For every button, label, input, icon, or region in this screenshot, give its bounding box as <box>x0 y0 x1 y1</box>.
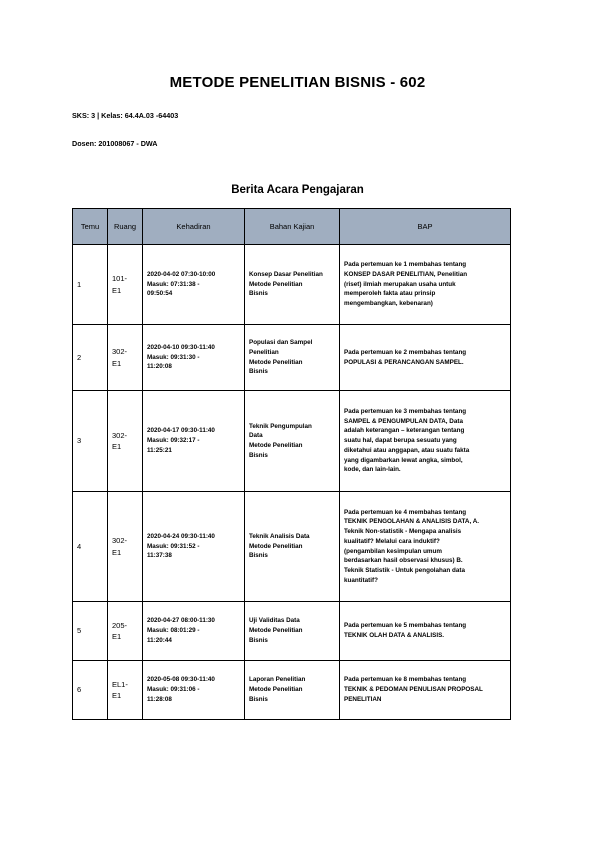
cell-bahan-kajian: Uji Validitas Data Metode Penelitian Bisnis <box>245 602 340 661</box>
cell-temu: 6 <box>73 661 108 720</box>
cell-ruang: 205- E1 <box>108 602 143 661</box>
cell-bahan-kajian: Laporan Penelitian Metode Penelitian Bisnis <box>245 661 340 720</box>
cell-kehadiran: 2020-04-02 07:30-10:00 Masuk: 07:31:38 - 09:50:54 <box>143 245 245 325</box>
table-row <box>73 325 511 391</box>
table-row <box>73 602 511 661</box>
cell-bap: Pada pertemuan ke 3 membahas tentang SAMPEL & PENGUMPULAN DATA, Data adalah keterangan – keterangan tentang suatu hal, dapat berupa sesuatu yang diketahui atau anggapan, atau suatu fakta yang digambarkan lewat angka, simbol, kode, dan lain-lain. <box>340 391 511 492</box>
section-title: Berita Acara Pengajaran <box>231 184 364 196</box>
cell-kehadiran: 2020-04-24 09:30-11:40 Masuk: 09:31:52 - 11:37:38 <box>143 492 245 602</box>
table-row <box>73 245 511 325</box>
cell-kehadiran: 2020-04-27 08:00-11:30 Masuk: 08:01:29 - 11:20:44 <box>143 602 245 661</box>
cell-temu: 3 <box>73 391 108 492</box>
cell-bap: Pada pertemuan ke 1 membahas tentang KONSEP DASAR PENELITIAN, Penelitian (riset) ilmiah merupakan usaha untuk memperoleh fakta atau prinsip mengembangkan, kebenaran) <box>340 245 511 325</box>
cell-bahan-kajian: Teknik Analisis Data Metode Penelitian Bisnis <box>245 492 340 602</box>
cell-temu: 2 <box>73 325 108 391</box>
cell-ruang: 302- E1 <box>108 325 143 391</box>
table-row <box>73 391 511 492</box>
teaching-log-table <box>72 208 511 720</box>
cell-temu: 4 <box>73 492 108 602</box>
cell-bahan-kajian: Teknik Pengumpulan Data Metode Penelitian Bisnis <box>245 391 340 492</box>
header-ruang: Ruang <box>108 209 143 245</box>
table-row <box>73 661 511 720</box>
header-kehadiran: Kehadiran <box>143 209 245 245</box>
cell-bahan-kajian: Populasi dan Sampel Penelitian Metode Penelitian Bisnis <box>245 325 340 391</box>
header-temu: Temu <box>73 209 108 245</box>
cell-bap: Pada pertemuan ke 8 membahas tentang TEKNIK & PEDOMAN PENULISAN PROPOSAL PENELITIAN <box>340 661 511 720</box>
cell-kehadiran: 2020-04-17 09:30-11:40 Masuk: 09:32:17 - 11:25:21 <box>143 391 245 492</box>
cell-bap: Pada pertemuan ke 2 membahas tentang POPULASI & PERANCANGAN SAMPEL. <box>340 325 511 391</box>
table-row <box>73 492 511 602</box>
cell-bap: Pada pertemuan ke 5 membahas tentang TEKNIK OLAH DATA & ANALISIS. <box>340 602 511 661</box>
cell-kehadiran: 2020-04-10 09:30-11:40 Masuk: 09:31:30 - 11:20:08 <box>143 325 245 391</box>
lecturer-info: Dosen: 201008067 - DWA <box>72 139 158 148</box>
cell-ruang: 302- E1 <box>108 492 143 602</box>
page-title: METODE PENELITIAN BISNIS - 602 <box>169 74 426 91</box>
table-header-row <box>73 209 511 245</box>
cell-bap: Pada pertemuan ke 4 membahas tentang TEKNIK PENGOLAHAN & ANALISIS DATA, A. Teknik Non-statistik - Mengapa analisis kualitatif? Melalui cara induktif? (pengambilan kesimpulan umum berdasarkan hasil observasi khusus) B. Teknik Statistik - Untuk pengolahan data kuantitatif? <box>340 492 511 602</box>
cell-ruang: EL1- E1 <box>108 661 143 720</box>
cell-bahan-kajian: Konsep Dasar Penelitian Metode Penelitian Bisnis <box>245 245 340 325</box>
cell-temu: 5 <box>73 602 108 661</box>
cell-kehadiran: 2020-05-08 09:30-11:40 Masuk: 09:31:06 - 11:28:08 <box>143 661 245 720</box>
cell-temu: 1 <box>73 245 108 325</box>
cell-ruang: 302- E1 <box>108 391 143 492</box>
header-bahan-kajian: Bahan Kajian <box>245 209 340 245</box>
course-info: SKS: 3 | Kelas: 64.4A.03 -64403 <box>72 111 179 120</box>
header-bap: BAP <box>340 209 511 245</box>
cell-ruang: 101- E1 <box>108 245 143 325</box>
